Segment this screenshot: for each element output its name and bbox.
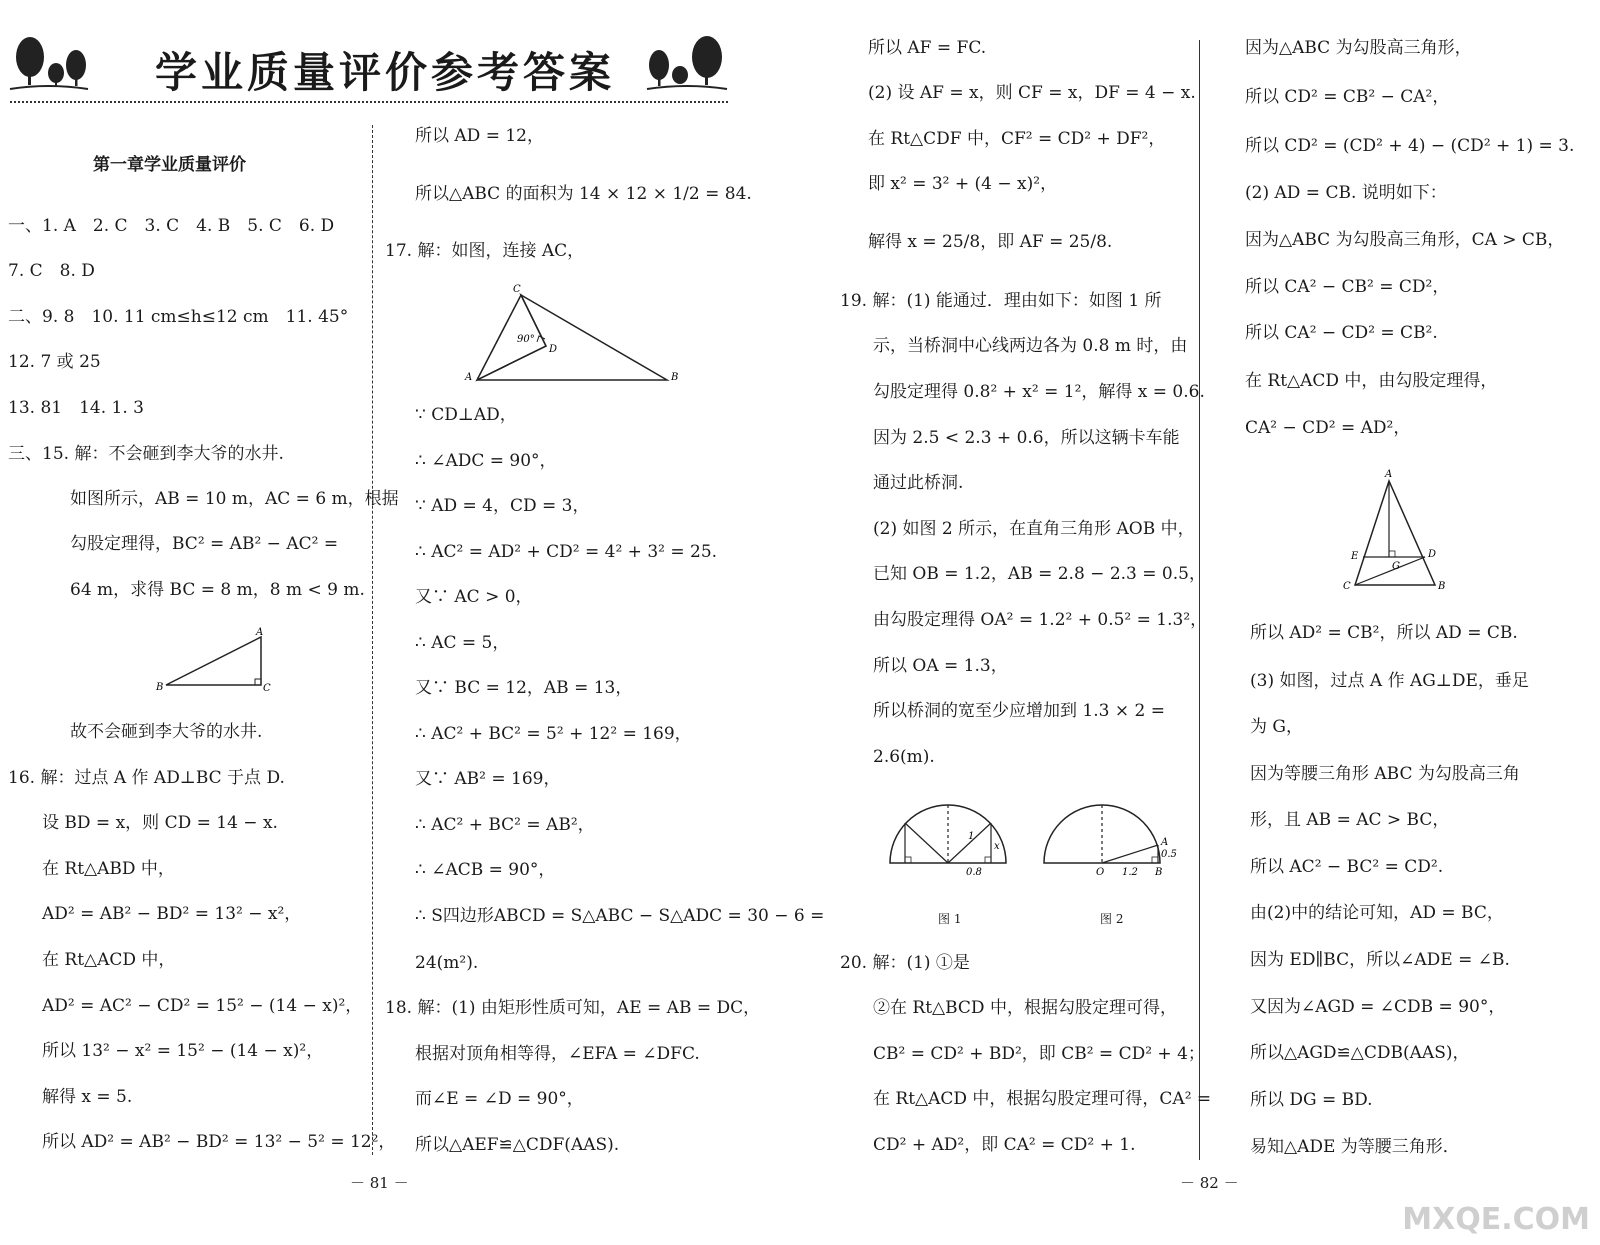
page-title: 学业质量评价参考答案 [155,48,616,97]
text-line: 所以 AD = 12， [415,126,544,146]
text-line: AD² = AC² − CD² = 15² − (14 − x)²， [42,996,363,1016]
text-line: 所以△AEF≌△CDF(AAS). [415,1135,620,1155]
label-D: D [549,344,558,355]
text-line: AD² = AB² − BD² = 13² − x²， [42,904,302,924]
text-line: 所以△AGD≌△CDB(AAS)， [1250,1043,1470,1063]
text-line: 故不会砸到李大爷的水井. [70,722,263,742]
text-line: ∵ AD = 4，CD = 3， [415,496,590,516]
text-line: 根据对顶角相等得，∠EFA = ∠DFC. [415,1044,700,1064]
figure-1-caption: 图 1 [938,912,962,926]
text-line: 所以 13² − x² = 15² − (14 − x)²， [42,1041,324,1061]
label-D: D [1428,549,1437,560]
text-line: 64 m，求得 BC = 8 m，8 m < 9 m. [70,580,365,600]
chapter-heading: 第一章学业质量评价 [93,155,246,175]
text-line: 由(2)中的结论可知，AD = BC， [1250,903,1504,923]
text-line: 在 Rt△CDF 中，CF² = CD² + DF²， [868,129,1166,149]
text-line: ∴ AC² + BC² = 5² + 12² = 169， [415,724,692,744]
figure-17-quadrilateral [455,280,695,390]
text-line: ∴ AC = 5， [415,633,510,653]
text-line: 在 Rt△ABD 中， [42,859,175,879]
label-B: B [671,372,679,383]
text-line: 18. 解：(1) 由矩形性质可知，AE = AB = DC， [385,998,761,1018]
text-line: 一、1. A 2. C 3. C 4. B 5. C 6. D [8,216,335,236]
text-line: 因为 ED∥BC，所以∠ADE = ∠B. [1250,950,1510,970]
text-line: 已知 OB = 1.2，AB = 2.8 − 2.3 = 0.5， [873,564,1206,584]
tree-decoration-left-icon [8,35,90,95]
text-line: 解得 x = 25/8，即 AF = 25/8. [868,232,1113,252]
text-line: 所以桥洞的宽至少应增加到 1.3 × 2 = [873,701,1165,721]
figure-19-bridge-2 [1040,795,1190,885]
text-line: 示，当桥洞中心线两边各为 0.8 m 时，由 [873,336,1188,356]
text-line: 所以 OA = 1.3， [873,656,1008,676]
label-A: A [1385,469,1393,480]
text-line: ∴ AC² + BC² = AB²， [415,815,595,835]
text-line: 19. 解：(1) 能通过．理由如下：如图 1 所 [840,291,1162,311]
text-line: 又∵ BC = 12，AB = 13， [415,678,633,698]
label-A: A [465,372,473,383]
label-C: C [1343,581,1351,592]
tree-decoration-right-icon [645,35,730,95]
label-B: B [156,682,164,693]
label-O: O [1096,867,1105,878]
page-divider [1199,40,1200,1160]
text-line: 所以 AD² = CB²，所以 AD = CB. [1250,623,1518,643]
text-line: ∴ AC² = AD² + CD² = 4² + 3² = 25. [415,542,718,562]
text-line: 因为 2.5 < 2.3 + 0.6，所以这辆卡车能 [873,428,1180,448]
label-B: B [1438,581,1446,592]
page-number-left: － 81 － [350,1174,409,1192]
text-line: CA² − CD² = AD²， [1245,418,1411,438]
text-line: 因为△ABC 为勾股高三角形， [1245,38,1472,58]
label-12: 1.2 [1122,867,1138,878]
text-line: 因为△ABC 为勾股高三角形，CA > CB， [1245,230,1565,250]
text-line: 所以 CD² = CB² − CA²， [1245,87,1450,107]
label-one: 1 [968,831,975,842]
figure-2-caption: 图 2 [1100,912,1124,926]
text-line: 解得 x = 5. [42,1087,133,1107]
text-line: 20. 解：(1) ①是 [840,953,970,973]
text-line: 在 Rt△ACD 中，由勾股定理得， [1245,371,1498,391]
text-line: 即 x² = 3² + (4 − x)²， [868,174,1058,194]
label-G: G [1392,561,1400,572]
text-line: 所以 DG = BD. [1250,1090,1373,1110]
text-line: ∴ ∠ACB = 90°， [415,860,556,880]
text-line: CD² + AD²，即 CA² = CD² + 1. [873,1135,1136,1155]
text-line: ∵ CD⊥AD， [415,405,517,425]
angle-label: 90° [517,334,535,345]
figure-15-triangle [150,625,280,695]
text-line: (2) 如图 2 所示，在直角三角形 AOB 中， [873,519,1195,539]
label-B: B [1155,867,1163,878]
text-line: 设 BD = x，则 CD = 14 − x. [42,813,278,833]
text-line: 在 Rt△ACD 中，根据勾股定理可得，CA² = [873,1089,1212,1109]
text-line: 形，且 AB = AC > BC， [1250,810,1450,830]
text-line: 所以 AD² = AB² − BD² = 13² − 5² = 12²， [42,1132,396,1152]
label-05: 0.5 [1161,849,1177,860]
label-E: E [1351,551,1359,562]
text-line: 2.6(m). [873,747,935,767]
text-line: 所以△ABC 的面积为 14 × 12 × 1/2 = 84. [415,184,752,204]
text-line: 所以 AC² − BC² = CD². [1250,857,1444,877]
text-line: 所以 CD² = (CD² + 4) − (CD² + 1) = 3. [1245,136,1575,156]
text-line: 24(m²). [415,953,479,973]
text-line: 又∵ AB² = 169， [415,769,561,789]
text-line: ∴ S四边形ABCD = S△ABC − S△ADC = 30 − 6 = [415,906,825,926]
label-08: 0.8 [966,867,982,878]
text-line: 7. C 8. D [8,261,95,281]
text-line: 所以 CA² − CD² = CB². [1245,323,1438,343]
text-line: ②在 Rt△BCD 中，根据勾股定理可得， [873,998,1177,1018]
text-line: 如图所示，AB = 10 m，AC = 6 m，根据 [70,489,399,509]
text-line: 所以 CA² − CB² = CD²， [1245,277,1450,297]
header-divider [10,101,728,103]
text-line: ∴ ∠ADC = 90°， [415,451,557,471]
column-divider [372,125,373,1155]
text-line: 17. 解：如图，连接 AC， [385,241,585,261]
text-line: 12. 7 或 25 [8,352,101,372]
figure-20-triangle [1335,465,1455,595]
text-line: 易知△ADE 为等腰三角形． [1250,1137,1460,1157]
label-x: x [994,841,1000,852]
label-A: A [1161,837,1169,848]
text-line: 二、9. 8 10. 11 cm≤h≤12 cm 11. 45° [8,307,349,327]
text-line: 又因为∠AGD = ∠CDB = 90°， [1250,997,1506,1017]
text-line: (2) AD = CB. 说明如下： [1245,183,1447,203]
text-line: 在 Rt△ACD 中， [42,950,176,970]
text-line: 13. 81 14. 1. 3 [8,398,144,418]
watermark: MXQE.COM [1402,1202,1590,1237]
text-line: 为 G， [1250,717,1303,737]
text-line: 而∠E = ∠D = 90°， [415,1089,584,1109]
page-number-right: － 82 － [1180,1174,1239,1192]
text-line: 16. 解：过点 A 作 AD⊥BC 于点 D. [8,768,285,788]
text-line: 由勾股定理得 OA² = 1.2² + 0.5² = 1.3²， [873,610,1208,630]
text-line: (2) 设 AF = x，则 CF = x，DF = 4 − x. [868,83,1196,103]
text-line: 勾股定理得，BC² = AB² − AC² = [70,534,339,554]
text-line: (3) 如图，过点 A 作 AG⊥DE，垂足 [1250,671,1529,691]
label-C: C [513,284,521,295]
text-line: 勾股定理得 0.8² + x² = 1²，解得 x = 0.6. [873,382,1205,402]
text-line: 三、15. 解：不会砸到李大爷的水井. [8,444,284,464]
label-C: C [263,683,271,694]
text-line: CB² = CD² + BD²，即 CB² = CD² + 4； [873,1044,1205,1064]
text-line: 所以 AF = FC. [868,38,987,58]
label-A: A [256,627,264,638]
text-line: 通过此桥洞. [873,473,964,493]
text-line: 因为等腰三角形 ABC 为勾股高三角 [1250,764,1520,784]
figure-19-bridge-1 [880,795,1020,885]
text-line: 又∵ AC > 0， [415,587,533,607]
